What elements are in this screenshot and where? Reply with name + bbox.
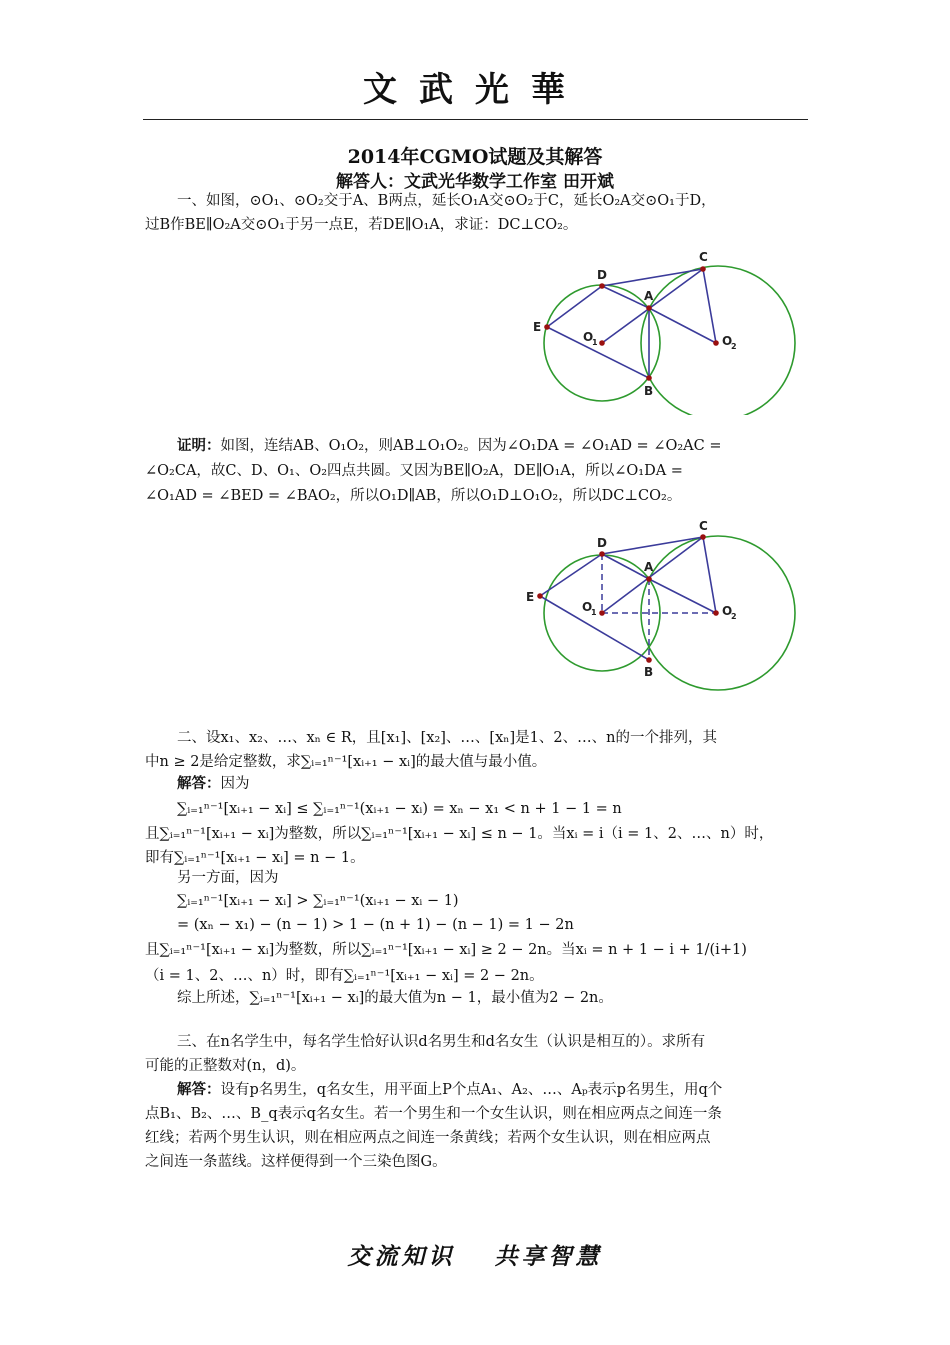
label-o2-sub: 2 xyxy=(731,342,737,351)
point-o2 xyxy=(713,340,719,346)
problem2-equation-3: = (xₙ − x₁) − (n − 1) > 1 − (n + 1) − (n − 1) = 1 − 2n xyxy=(177,917,574,933)
problem1-proof-line1 xyxy=(145,434,805,458)
problem1-proof-line3: ∠O₁AD = ∠BED = ∠BAO₂，所以O₁D∥AB，所以O₁D⊥O₁O₂，所以DC⊥CO₂。 xyxy=(145,488,682,504)
point-o2 xyxy=(713,610,719,616)
segment-o1c xyxy=(602,537,703,613)
problem2-line6: 且∑ᵢ₌₁ⁿ⁻¹[xᵢ₊₁ − xᵢ]为整数，所以∑ᵢ₌₁ⁿ⁻¹[xᵢ₊₁ − xᵢ] ≥ 2 − 2n。当xᵢ = n + 1 − i + 1/(i+1) xyxy=(145,942,747,958)
header-divider xyxy=(143,119,808,120)
problem1-statement-line1: 一、如图，⊙O₁、⊙O₂交于A、B两点，延长O₁A交⊙O₂于C，延长O₂A交⊙O₁于D， xyxy=(177,193,716,209)
problem2-line4: 即有∑ᵢ₌₁ⁿ⁻¹[xᵢ₊₁ − xᵢ] = n − 1。 xyxy=(145,850,365,866)
problem2-equation-2: ∑ᵢ₌₁ⁿ⁻¹[xᵢ₊₁ − xᵢ] > ∑ᵢ₌₁ⁿ⁻¹(xᵢ₊₁ − xᵢ − 1) xyxy=(177,893,459,909)
label-o2: O xyxy=(722,334,733,348)
point-d xyxy=(599,551,605,557)
problem3-statement-line1: 三、在n名学生中，每名学生恰好认识d名男生和d名女生（认识是相互的）。求所有 xyxy=(177,1034,706,1050)
problem3-statement-line2: 可能的正整数对(n，d)。 xyxy=(145,1058,306,1074)
segment-eb xyxy=(540,596,649,660)
label-o1-sub: 1 xyxy=(591,608,597,617)
problem2-answer-intro xyxy=(145,772,805,796)
point-c xyxy=(700,266,706,272)
problem2-line7: （i = 1、2、…、n）时，即有∑ᵢ₌₁ⁿ⁻¹[xᵢ₊₁ − xᵢ] = 2 − 2n。 xyxy=(145,968,544,984)
proof-label: 证明： xyxy=(177,437,221,454)
label-o1-sub: 1 xyxy=(592,338,598,347)
label-o2-sub: 2 xyxy=(731,612,737,621)
problem2-line5: 另一方面，因为 xyxy=(177,870,279,886)
segment-eb xyxy=(547,327,649,378)
point-e xyxy=(544,324,550,330)
segment-cp xyxy=(703,537,716,613)
problem3-answer-line1 xyxy=(145,1078,805,1102)
problem2-statement-line2: 中n ≥ 2是给定整数，求∑ᵢ₌₁ⁿ⁻¹[xᵢ₊₁ − xᵢ]的最大值与最小值。 xyxy=(145,754,547,770)
label-d: D xyxy=(597,268,607,282)
point-o1 xyxy=(599,610,605,616)
problem2-conclusion: 综上所述，∑ᵢ₌₁ⁿ⁻¹[xᵢ₊₁ − xᵢ]的最大值为n − 1，最小值为2 − 2n。 xyxy=(177,990,613,1006)
problem2-equation-1: ∑ᵢ₌₁ⁿ⁻¹[xᵢ₊₁ − xᵢ] ≤ ∑ᵢ₌₁ⁿ⁻¹(xᵢ₊₁ − xᵢ) = xₙ − x₁ < n + 1 − 1 = n xyxy=(177,801,622,817)
segment-dc xyxy=(602,269,703,286)
point-b xyxy=(646,657,652,663)
footer-slogan: 交流知识 共享智慧 xyxy=(347,1243,603,1270)
point-e xyxy=(537,593,543,599)
label-o2: O xyxy=(722,604,733,618)
point-c xyxy=(700,534,706,540)
document-title: 2014年CGMO试题及其解答 xyxy=(347,146,603,168)
segment-dc xyxy=(602,537,703,554)
label-c: C xyxy=(699,519,708,533)
label-e: E xyxy=(533,320,542,334)
problem3-answer-line3: 红线；若两个男生认识，则在相应两点之间连一条黄线；若两个女生认识，则在相应两点 xyxy=(145,1130,711,1146)
label-a: A xyxy=(644,289,654,303)
problem1-statement-line2: 过B作BE∥O₂A交⊙O₁于另一点E，若DE∥O₁A，求证：DC⊥CO₂。 xyxy=(145,217,578,233)
label-e: E xyxy=(526,590,535,604)
label-a: A xyxy=(644,560,654,574)
segment-cp xyxy=(703,269,716,343)
problem2-line3: 且∑ᵢ₌₁ⁿ⁻¹[xᵢ₊₁ − xᵢ]为整数，所以∑ᵢ₌₁ⁿ⁻¹[xᵢ₊₁ − xᵢ] ≤ n − 1。当xᵢ = i（i = 1、2、…、n）时， xyxy=(145,826,774,842)
answer-label: 解答： xyxy=(177,775,221,792)
segment-da xyxy=(602,554,649,579)
answer-intro-text: 因为 xyxy=(220,776,250,792)
figure-1 xyxy=(520,245,810,415)
point-b xyxy=(646,375,652,381)
problem2-statement-line1: 二、设x₁、x₂、…、xₙ ∈ R，且[x₁]、[x₂]、…、[xₙ]是1、2、…、n的一个排列，其 xyxy=(177,730,717,746)
label-b: B xyxy=(644,384,654,398)
label-b: B xyxy=(644,665,654,679)
problem3-answer-line2: 点B₁、B₂、…、B_q表示q名女生。若一个男生和一个女生认识，则在相应两点之间连一条 xyxy=(145,1106,722,1122)
document-author: 解答人：文武光华数学工作室 田开斌 xyxy=(336,172,614,192)
proof-text-1: 如图，连结AB、O₁O₂，则AB⊥O₁O₂。因为∠O₁DA = ∠O₁AD = ∠O₂AC = xyxy=(220,438,722,454)
point-o1 xyxy=(599,340,605,346)
label-o1: O xyxy=(582,600,593,614)
segment-de xyxy=(540,554,602,596)
answer-label: 解答： xyxy=(177,1081,221,1098)
problem3-answer-line4: 之间连一条蓝线。这样便得到一个三染色图G。 xyxy=(145,1154,447,1170)
point-d xyxy=(599,283,605,289)
answer-text-1: 设有p名男生，q名女生，用平面上P个点A₁、A₂、…、Aₚ表示p名男生，用q个 xyxy=(220,1082,723,1098)
problem1-proof-line2: ∠O₂CA，故C、D、O₁、O₂四点共圆。又因为BE∥O₂A，DE∥O₁A，所以∠O₁DA = xyxy=(145,463,683,479)
figure-2 xyxy=(520,515,810,695)
header-brand: 文武光華 xyxy=(363,70,587,110)
label-c: C xyxy=(699,250,708,264)
point-a xyxy=(646,305,652,311)
label-d: D xyxy=(597,536,607,550)
circle-o2 xyxy=(641,266,795,415)
point-a xyxy=(646,576,652,582)
label-o1: O xyxy=(583,330,594,344)
segment-o1c xyxy=(602,269,703,343)
